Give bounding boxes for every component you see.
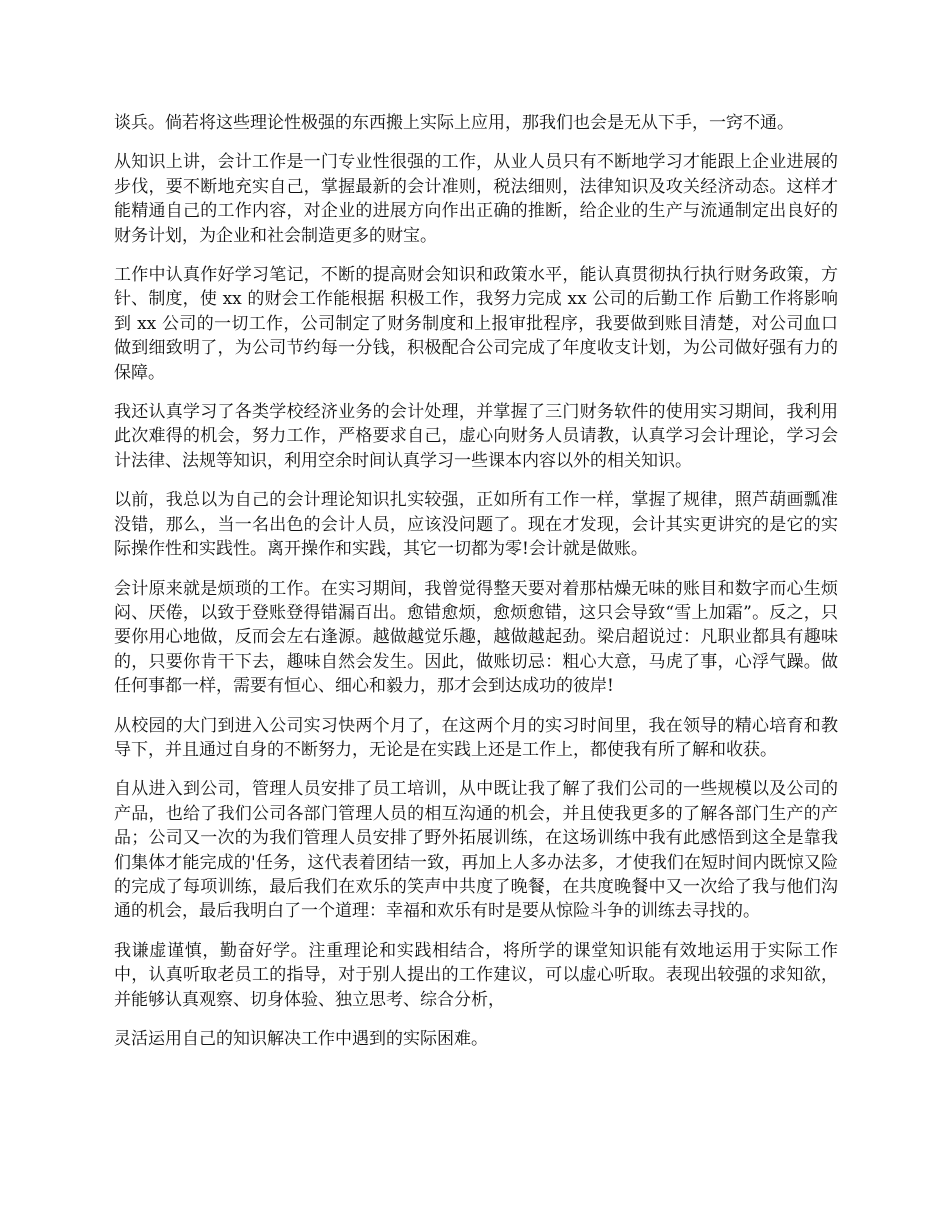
- paragraph-8: 自从进入到公司，管理人员安排了员工培训，从中既让我了解了我们公司的一些规模以及公司的产品，也给了我们公司各部门管理人员的相互沟通的机会，并且使我更多的了解各部门生产的产品；公司又一次的为我们管理人员安排了野外拓展训练，在这场训练中我有此感悟到这全是靠我们集体才能完成的'任务，这代表着团结一致，再加上人多办法多，才使我们在短时间内既惊又险的完成了每项训练，最后我们在欢乐的笑声中共度了晚餐，在共度晚餐中又一次给了我与他们沟通的机会，最后我明白了一个道理：幸福和欢乐有时是要从惊险斗争的训练去寻找的。: [114, 779, 838, 922]
- paragraph-3: 工作中认真作好学习笔记，不断的提高财会知识和政策水平，能认真贯彻执行执行财务政策，方针、制度，使 xx 的财会工作能根据 积极工作，我努力完成 xx 公司的后勤工作 后勤工作将影响到 xx 公司的一切工作，公司制定了财务制度和上报审批程序，我要做到账目清楚，对公司血口做到细致明了，为公司节约每一分钱，积极配合公司完成了年度收支计划，为公司做好强有力的保障。: [114, 265, 838, 383]
- paragraph-1: 谈兵。倘若将这些理论性极强的东西搬上实际上应用，那我们也会是无从下手，一窍不通。: [114, 113, 794, 133]
- paragraph-9: 我谦虚谨慎，勤奋好学。注重理论和实践相结合，将所学的课堂知识能有效地运用于实际工作中，认真听取老员工的指导，对于别人提出的工作建议，可以虚心听取。表现出较强的求知欲，并能够认真观察、切身体验、独立思考、综合分析，: [114, 940, 838, 1010]
- paragraph-10: 灵活运用自己的知识解决工作中遇到的实际困难。: [114, 1029, 488, 1049]
- document-page: [114, 111, 838, 1066]
- paragraph-7: 从校园的大门到进入公司实习快两个月了，在这两个月的实习时间里，我在领导的精心培育和教导下，并且通过自身的不断努力，无论是在实践上还是工作上，都使我有所了解和收获。: [114, 715, 838, 760]
- paragraph-6: 会计原来就是烦琐的工作。在实习期间，我曾觉得整天要对着那枯燥无味的账目和数字而心生烦闷、厌倦，以致于登账登得错漏百出。愈错愈烦，愈烦愈错，这只会导致“雪上加霜”。反之，只要你用心地做，反而会左右逢源。越做越觉乐趣，越做越起劲。梁启超说过：凡职业都具有趣味的，只要你肯干下去，趣味自然会发生。因此，做账切忌：粗心大意，马虎了事，心浮气躁。做任何事都一样，需要有恒心、细心和毅力，那才会到达成功的彼岸!: [114, 578, 838, 697]
- paragraph-5: 以前，我总以为自己的会计理论知识扎实较强，正如所有工作一样，掌握了规律，照芦葫画瓢准没错，那么，当一名出色的会计人员，应该没问题了。现在才发现，会计其实更讲究的是它的实际操作性和实践性。离开操作和实践，其它一切都为零!会计就是做账。: [114, 490, 838, 560]
- paragraph-4: 我还认真学习了各类学校经济业务的会计处理，并掌握了三门财务软件的使用实习期间，我利用此次难得的机会，努力工作，严格要求自己，虚心向财务人员请教，认真学习会计理论，学习会计法律、法规等知识，利用空余时间认真学习一些课本内容以外的相关知识。: [114, 402, 838, 471]
- paragraph-2: 从知识上讲，会计工作是一门专业性很强的工作，从业人员只有不断地学习才能跟上企业进展的步伐，要不断地充实自己，掌握最新的会计准则，税法细则，法律知识及攻关经济动态。这样才能精通自己的工作内容，对企业的进展方向作出正确的推断，给企业的生产与流通制定出良好的财务计划，为企业和社会制造更多的财宝。: [114, 152, 838, 246]
